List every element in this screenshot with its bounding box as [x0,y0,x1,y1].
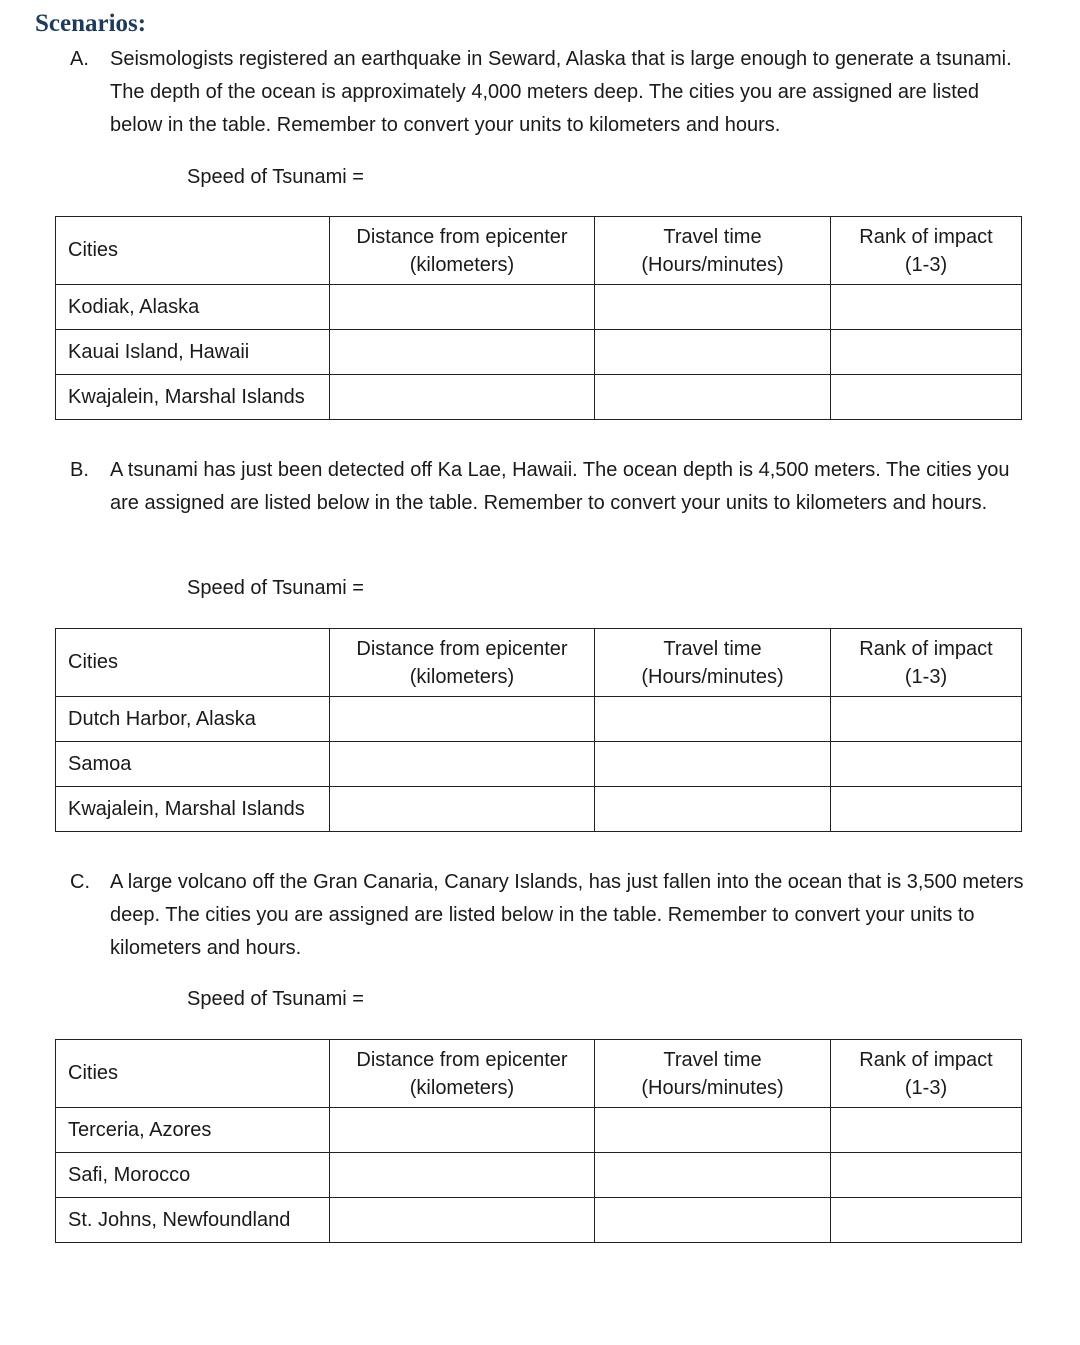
distance-cell[interactable] [330,697,595,742]
city-cell: Kodiak, Alaska [56,285,330,330]
table-row [56,285,1022,330]
header-rank: Rank of impact (1-3) [831,629,1022,697]
scenario-b-table [55,628,1022,832]
speed-of-tsunami-c: Speed of Tsunami = [187,988,364,1010]
header-rank: Rank of impact (1-3) [831,217,1022,285]
table-row [56,697,1022,742]
distance-cell[interactable] [330,375,595,420]
header-distance: Distance from epicenter (kilometers) [330,1040,595,1108]
travel-time-cell[interactable] [595,697,831,742]
header-cities: Cities [56,217,330,285]
scenario-letter: C. [70,871,90,893]
rank-cell[interactable] [831,787,1022,832]
distance-cell[interactable] [330,1108,595,1153]
rank-cell[interactable] [831,375,1022,420]
city-cell: Kauai Island, Hawaii [56,330,330,375]
table-row [56,330,1022,375]
rank-cell[interactable] [831,742,1022,787]
header-cities: Cities [56,1040,330,1108]
scenario-a [70,43,1030,142]
scenario-b [70,454,1030,520]
scenario-letter: A. [70,48,89,70]
speed-of-tsunami-a: Speed of Tsunami = [187,166,364,188]
header-cities: Cities [56,629,330,697]
table-row [56,787,1022,832]
distance-cell[interactable] [330,1198,595,1243]
scenario-text: A large volcano off the Gran Canaria, Canary Islands, has just fallen into the ocean that is 3,500 meters deep. The cities you are assigned are listed below in the table. Remember to convert your units to kilometers and hours. [110,871,1024,959]
scenario-c-table [55,1039,1022,1243]
scenario-c [70,866,1030,965]
rank-cell[interactable] [831,1153,1022,1198]
travel-time-cell[interactable] [595,375,831,420]
city-cell: St. Johns, Newfoundland [56,1198,330,1243]
distance-cell[interactable] [330,285,595,330]
scenario-letter: B. [70,459,89,481]
header-travel-time: Travel time (Hours/minutes) [595,1040,831,1108]
travel-time-cell[interactable] [595,330,831,375]
city-cell: Dutch Harbor, Alaska [56,697,330,742]
rank-cell[interactable] [831,1108,1022,1153]
distance-cell[interactable] [330,1153,595,1198]
rank-cell[interactable] [831,285,1022,330]
travel-time-cell[interactable] [595,742,831,787]
table-row [56,742,1022,787]
table-header-row [56,217,1022,285]
table-header-row [56,1040,1022,1108]
distance-cell[interactable] [330,742,595,787]
scenario-text: Seismologists registered an earthquake in Seward, Alaska that is large enough to generate a tsunami. The depth of the ocean is approximately 4,000 meters deep. The cities you are assigned are listed below in the table. Remember to convert your units to kilometers and hours. [110,48,1012,136]
distance-cell[interactable] [330,787,595,832]
header-travel-time: Travel time (Hours/minutes) [595,217,831,285]
scenario-text: A tsunami has just been detected off Ka Lae, Hawaii. The ocean depth is 4,500 meters. The cities you are assigned are listed below in the table. Remember to convert your units to kilometers and hours. [110,459,1010,514]
travel-time-cell[interactable] [595,787,831,832]
scenario-a-table [55,216,1022,420]
rank-cell[interactable] [831,330,1022,375]
rank-cell[interactable] [831,1198,1022,1243]
city-cell: Terceria, Azores [56,1108,330,1153]
table-row [56,1198,1022,1243]
header-rank: Rank of impact (1-3) [831,1040,1022,1108]
city-cell: Samoa [56,742,330,787]
table-header-row [56,629,1022,697]
city-cell: Safi, Morocco [56,1153,330,1198]
rank-cell[interactable] [831,697,1022,742]
page-title: Scenarios: [35,10,147,37]
city-cell: Kwajalein, Marshal Islands [56,375,330,420]
travel-time-cell[interactable] [595,285,831,330]
table-row [56,1108,1022,1153]
header-travel-time: Travel time (Hours/minutes) [595,629,831,697]
city-cell: Kwajalein, Marshal Islands [56,787,330,832]
header-distance: Distance from epicenter (kilometers) [330,629,595,697]
table-row [56,375,1022,420]
header-distance: Distance from epicenter (kilometers) [330,217,595,285]
travel-time-cell[interactable] [595,1198,831,1243]
distance-cell[interactable] [330,330,595,375]
travel-time-cell[interactable] [595,1108,831,1153]
table-row [56,1153,1022,1198]
speed-of-tsunami-b: Speed of Tsunami = [187,577,364,599]
travel-time-cell[interactable] [595,1153,831,1198]
